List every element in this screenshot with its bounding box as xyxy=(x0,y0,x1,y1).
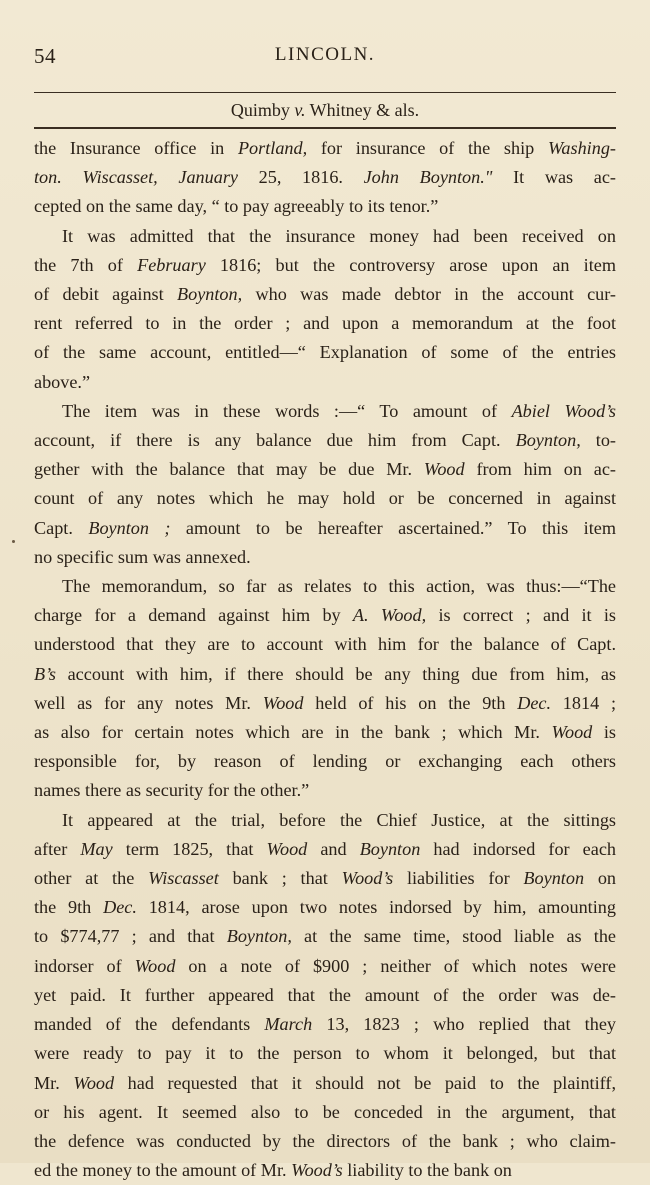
text-line: the 7th of February 1816; but the controversy arose upon an item xyxy=(34,254,616,275)
text-line: the Insurance office in Portland, for insurance of the ship Washing- xyxy=(34,138,616,158)
italic-term: Boynton xyxy=(359,838,421,859)
text-line: The item was in these words :—“ To amount of Abiel Wood’s xyxy=(62,400,617,421)
italic-term: February xyxy=(137,254,206,275)
italic-term: Dec. xyxy=(103,897,137,918)
italic-term: Boynton, xyxy=(176,284,243,305)
text-line: the 9th Dec. 1814, arose upon two notes indorsed by him, amounting xyxy=(34,897,616,918)
running-head xyxy=(34,44,616,74)
italic-term: Wood xyxy=(134,955,176,976)
text-line: ed the money to the amount of Mr. Wood’s liability to the bank on xyxy=(34,1160,512,1181)
text-line: Capt. Boynton ; amount to be hereafter ascertained.” To this item xyxy=(34,517,617,538)
text-line: count of any notes which he may hold or be concerned in against xyxy=(34,488,616,509)
italic-term: B’s xyxy=(34,663,56,684)
text-line: rent referred to in the order ; and upon a memorandum at the foot xyxy=(34,313,616,334)
paragraph xyxy=(34,806,616,1185)
text-line: the defence was conducted by the directors of the bank ; who claim- xyxy=(34,1130,616,1151)
italic-term: A. Wood, xyxy=(352,605,427,626)
text-line: or his agent. It seemed also to be conceded in the argument, that xyxy=(34,1101,616,1122)
text-line: indorser of Wood on a note of $900 ; neither of which notes were xyxy=(34,955,616,976)
text-line: responsible for, by reason of lending or exchanging each others xyxy=(34,751,616,772)
case-title-versus: v. xyxy=(294,100,306,120)
case-title-defendants: Whitney & als. xyxy=(305,100,420,120)
text-line: to $774,77 ; and that Boynton, at the same time, stood liable as the xyxy=(34,926,616,947)
page-number: 54 xyxy=(34,44,56,68)
text-line: yet paid. It further appeared that the amount of the order was de- xyxy=(34,984,616,1005)
paragraph xyxy=(34,222,616,397)
italic-term: Wiscasset, January xyxy=(82,167,238,188)
italic-term: Wood xyxy=(423,459,465,480)
text-line: as also for certain notes which are in the bank ; which Mr. Wood is xyxy=(34,722,616,743)
italic-term: Wiscasset xyxy=(148,868,219,889)
text-line: names there as security for the other.” xyxy=(34,780,310,801)
paragraph xyxy=(34,397,616,572)
italic-term: March xyxy=(264,1014,313,1035)
text-line: manded of the defendants March 13, 1823 ; who replied that they xyxy=(34,1014,616,1035)
body-text xyxy=(34,134,616,1185)
italic-term: Abiel Wood’s xyxy=(511,400,617,421)
case-title xyxy=(34,100,616,121)
italic-term: May xyxy=(80,838,113,859)
text-line: It was admitted that the insurance money had been received on xyxy=(62,225,616,246)
italic-term: Wood xyxy=(73,1072,115,1093)
text-line: above.” xyxy=(34,371,91,392)
italic-term: Portland, xyxy=(237,138,308,158)
text-line: of debit against Boynton, who was made debtor in the account cur- xyxy=(34,284,616,305)
text-line: B’s account with him, if there should be any thing due from him, as xyxy=(34,663,616,684)
text-line: no specific sum was annexed. xyxy=(34,546,251,567)
italic-term: Boynton, xyxy=(226,926,292,947)
text-line: account, if there is any balance due him from Capt. Boynton, to- xyxy=(34,430,616,451)
italic-term: Boynton, xyxy=(515,430,581,451)
header-rule-bottom xyxy=(34,127,616,129)
italic-term: Wood xyxy=(551,722,593,743)
italic-term: Dec. xyxy=(517,692,552,713)
italic-term: Boynton ; xyxy=(88,517,171,538)
italic-term: Wood’s xyxy=(341,868,394,889)
italic-term: Wood xyxy=(266,838,308,859)
text-line: Mr. Wood had requested that it should not be paid to the plaintiff, xyxy=(34,1072,616,1093)
running-title: LINCOLN. xyxy=(274,44,376,65)
text-line: well as for any notes Mr. Wood held of his on the 9th Dec. 1814 ; xyxy=(34,692,616,713)
italic-term: Boynton xyxy=(523,868,585,889)
text-line: were ready to pay it to the person to whom it belonged, but that xyxy=(34,1043,616,1064)
text-line: other at the Wiscasset bank ; that Wood’s liabilities for Boynton on xyxy=(34,868,617,889)
case-title-plaintiff: Quimby xyxy=(230,100,295,120)
text-line: It appeared at the trial, before the Chief Justice, at the sittings xyxy=(62,809,616,830)
text-line: The memorandum, so far as relates to this action, was thus:—“The xyxy=(62,576,616,597)
ink-speck xyxy=(12,540,15,543)
italic-term: ton. xyxy=(34,167,62,188)
text-line: cepted on the same day, “ to pay agreeably to its tenor.” xyxy=(34,196,439,217)
text-line: after May term 1825, that Wood and Boynton had indorsed for each xyxy=(34,838,616,859)
italic-term: Washing- xyxy=(547,138,616,158)
paragraph xyxy=(34,134,616,222)
italic-term: John Boynton." xyxy=(363,167,493,188)
text-line: understood that they are to account with him for the balance of Capt. xyxy=(34,634,616,655)
text-line: charge for a demand against him by A. Wood, is correct ; and it is xyxy=(34,605,616,626)
italic-term: Wood xyxy=(262,692,304,713)
italic-term: Wood’s xyxy=(291,1160,343,1181)
paragraph xyxy=(34,572,616,806)
text-line: gether with the balance that may be due Mr. Wood from him on ac- xyxy=(34,459,616,480)
text-line: ton. Wiscasset, January 25, 1816. John Boynton." It was ac- xyxy=(34,167,616,188)
text-line: of the same account, entitled—“ Explanation of some of the entries xyxy=(34,342,616,363)
header-rule-top xyxy=(34,92,616,93)
